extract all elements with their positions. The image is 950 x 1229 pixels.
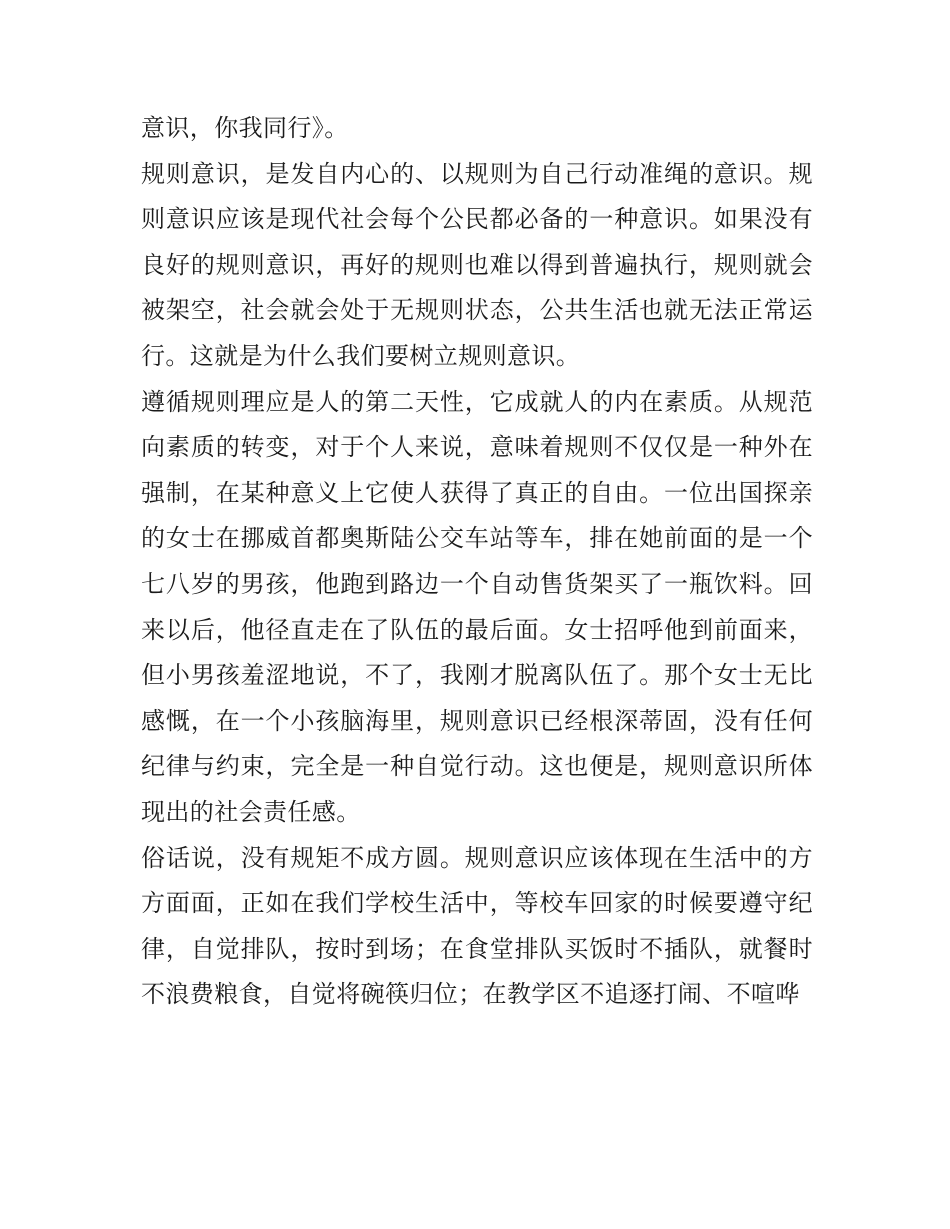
paragraph-3: 遵循规则理应是人的第二天性，它成就人的内在素质。从规范向素质的转变，对于个人来说，意味着规则不仅仅是一种外在强制，在某种意义上它使人获得了真正的自由。一位出国探亲的女士在挪威首都奥斯陆公交车站等车，排在她前面的是一个七八岁的男孩，他跑到路边一个自动售货架买了一瓶饮料。回来以后，他径直走在了队伍的最后面。女士招呼他到前面来，但小男孩羞涩地说，不了，我刚才脱离队伍了。那个女士无比感慨，在一个小孩脑海里，规则意识已经根深蒂固，没有任何纪律与约束，完全是一种自觉行动。这也便是，规则意识所体现出的社会责任感。: [141, 387, 813, 826]
document-body: [141, 106, 813, 1018]
paragraph-4: 俗话说，没有规矩不成方圆。规则意识应该体现在生活中的方方面面，正如在我们学校生活中，等校车回家的时候要遵守纪律，自觉排队，按时到场；在食堂排队买饭时不插队，就餐时不浪费粮食，自觉将碗筷归位；在教学区不追逐打闹、不喧哗: [141, 843, 813, 1009]
paragraph-2: 规则意识，是发自内心的、以规则为自己行动准绳的意识。规则意识应该是现代社会每个公民都必备的一种意识。如果没有良好的规则意识，再好的规则也难以得到普遍执行，规则就会被架空，社会就会处于无规则状态，公共生活也就无法正常运行。这就是为什么我们要树立规则意识。: [141, 159, 813, 370]
paragraph-1: 意识，你我同行》。: [141, 114, 349, 142]
